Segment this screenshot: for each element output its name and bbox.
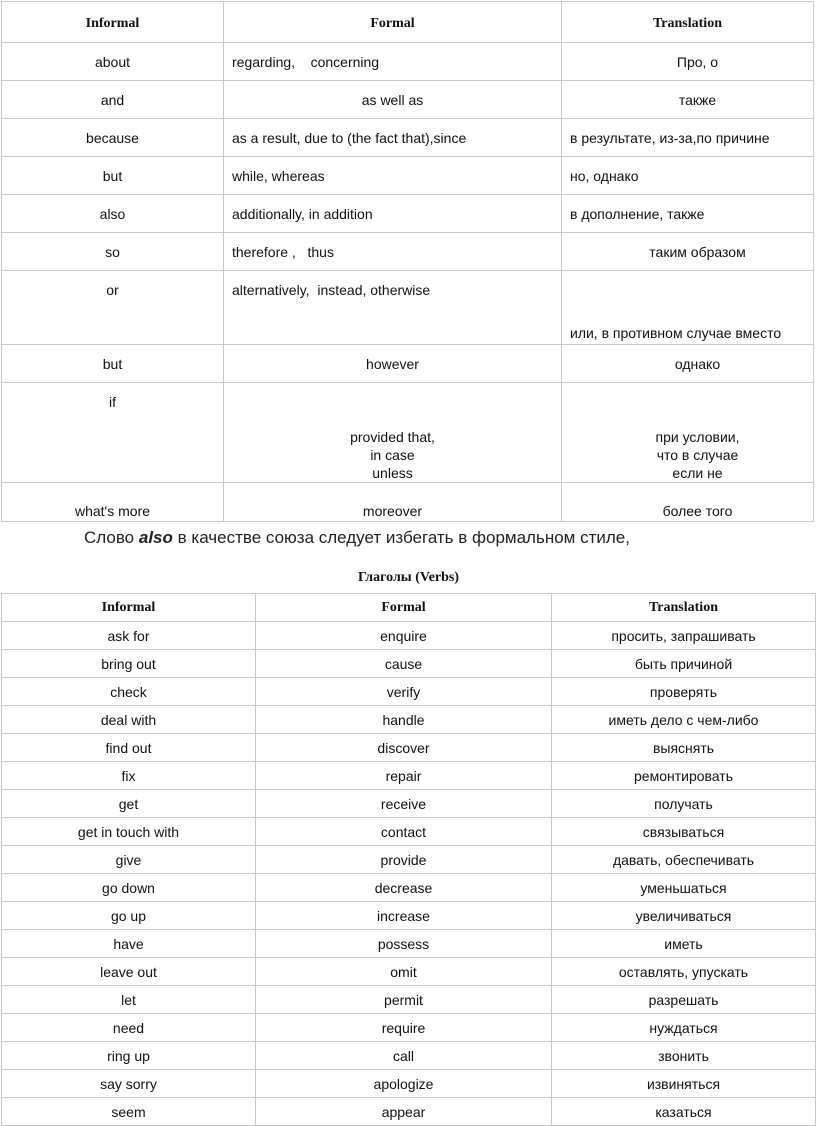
cell-informal: have [2,930,256,958]
cell-informal: seem [2,1098,256,1126]
cell-formal: discover [256,734,552,762]
table-row [2,1042,816,1070]
cell-formal: receive [256,790,552,818]
table-row [2,1014,816,1042]
cell-formal: increase [256,902,552,930]
cell-formal: as a result, due to (the fact that),since [224,119,562,157]
cell-informal: but [2,157,224,195]
cell-translation: в результате, из-за,по причине [562,119,814,157]
table-row [2,790,816,818]
cell-formal: contact [256,818,552,846]
cell-translation: проверять [552,678,816,706]
cell-informal: if [2,383,224,483]
cell-formal: enquire [256,622,552,650]
cell-translation: Про, о [562,43,814,81]
cell-formal: provide [256,846,552,874]
cell-formal: appear [256,1098,552,1126]
also-usage-note [84,528,630,548]
cell-informal: ask for [2,622,256,650]
table-row [2,119,814,157]
cell-informal: let [2,986,256,1014]
cell-formal: decrease [256,874,552,902]
cell-formal: however [224,345,562,383]
note-text-before: Слово [84,528,139,547]
cell-informal: what's more [2,483,224,522]
cell-translation: звонить [552,1042,816,1070]
cell-translation: выяснять [552,734,816,762]
conjunctions-table [1,1,814,522]
table-row [2,157,814,195]
cell-translation: просить, запрашивать [552,622,816,650]
cell-translation: также [562,81,814,119]
cell-translation: ремонтировать [552,762,816,790]
cell-formal: call [256,1042,552,1070]
cell-informal: go up [2,902,256,930]
cell-informal: or [2,271,224,345]
cell-formal: handle [256,706,552,734]
cell-informal: and [2,81,224,119]
cell-translation: в дополнение, также [562,195,814,233]
table-row [2,874,816,902]
table-row [2,706,816,734]
cell-formal: repair [256,762,552,790]
table-row [2,986,816,1014]
cell-informal: because [2,119,224,157]
cell-informal: about [2,43,224,81]
cell-formal: possess [256,930,552,958]
verbs-table [1,553,816,1126]
cell-formal: permit [256,986,552,1014]
cell-translation: разрешать [552,986,816,1014]
cell-informal: give [2,846,256,874]
cell-formal: regarding, concerning [224,43,562,81]
table-row [2,233,814,271]
cell-informal: also [2,195,224,233]
table-row [2,678,816,706]
verbs-table-caption: Глаголы (Verbs) [2,553,816,594]
cell-formal: alternatively, instead, otherwise [224,271,562,345]
cell-translation: уменьшаться [552,874,816,902]
cell-translation: казаться [552,1098,816,1126]
cell-translation: однако [562,345,814,383]
header-informal: Informal [2,594,256,622]
cell-formal: require [256,1014,552,1042]
cell-informal: get in touch with [2,818,256,846]
cell-translation: извиняться [552,1070,816,1098]
cell-translation: таким образом [562,233,814,271]
cell-formal: omit [256,958,552,986]
table-row [2,43,814,81]
table-row [2,734,816,762]
table-row [2,81,814,119]
table-row [2,902,816,930]
table-row [2,483,814,522]
cell-translation: получать [552,790,816,818]
cell-formal: apologize [256,1070,552,1098]
header-translation: Translation [562,2,814,43]
table-row [2,846,816,874]
table-row [2,383,814,483]
table-row [2,762,816,790]
table-row [2,650,816,678]
header-informal: Informal [2,2,224,43]
cell-informal: deal with [2,706,256,734]
table-row [2,622,816,650]
cell-informal: check [2,678,256,706]
cell-formal: verify [256,678,552,706]
cell-translation: давать, обеспечивать [552,846,816,874]
cell-translation: но, однако [562,157,814,195]
header-translation: Translation [552,594,816,622]
table-row [2,930,816,958]
cell-informal: need [2,1014,256,1042]
cell-formal: cause [256,650,552,678]
header-formal: Formal [256,594,552,622]
table-row [2,195,814,233]
cell-translation: более того [562,483,814,522]
table-row [2,958,816,986]
cell-formal: moreover [224,483,562,522]
cell-translation: оставлять, упускать [552,958,816,986]
cell-translation: связываться [552,818,816,846]
cell-formal: provided that, in case unless [224,383,562,483]
table-header-row [2,594,816,622]
cell-formal: additionally, in addition [224,195,562,233]
cell-translation: при условии, что в случае если не [562,383,814,483]
header-formal: Formal [224,2,562,43]
cell-informal: so [2,233,224,271]
cell-informal: leave out [2,958,256,986]
table-row [2,271,814,345]
cell-informal: fix [2,762,256,790]
table-row [2,818,816,846]
cell-informal: find out [2,734,256,762]
table-row [2,1070,816,1098]
cell-formal: therefore , thus [224,233,562,271]
cell-translation: или, в противном случае вместо [562,271,814,345]
cell-informal: but [2,345,224,383]
table-row [2,345,814,383]
cell-informal: go down [2,874,256,902]
cell-informal: get [2,790,256,818]
table-header-row [2,2,814,43]
cell-translation: иметь [552,930,816,958]
cell-informal: ring up [2,1042,256,1070]
table-caption-row [2,553,816,594]
cell-informal: say sorry [2,1070,256,1098]
cell-formal: while, whereas [224,157,562,195]
note-emphasis: also [138,528,173,547]
cell-translation: нуждаться [552,1014,816,1042]
cell-translation: быть причиной [552,650,816,678]
note-text-after: в качестве союза следует избегать в формальном стиле, [172,528,630,547]
cell-formal: as well as [224,81,562,119]
cell-informal: bring out [2,650,256,678]
cell-translation: увеличиваться [552,902,816,930]
verbs-table-body [2,622,816,1126]
table-row [2,1098,816,1126]
cell-translation: иметь дело с чем-либо [552,706,816,734]
